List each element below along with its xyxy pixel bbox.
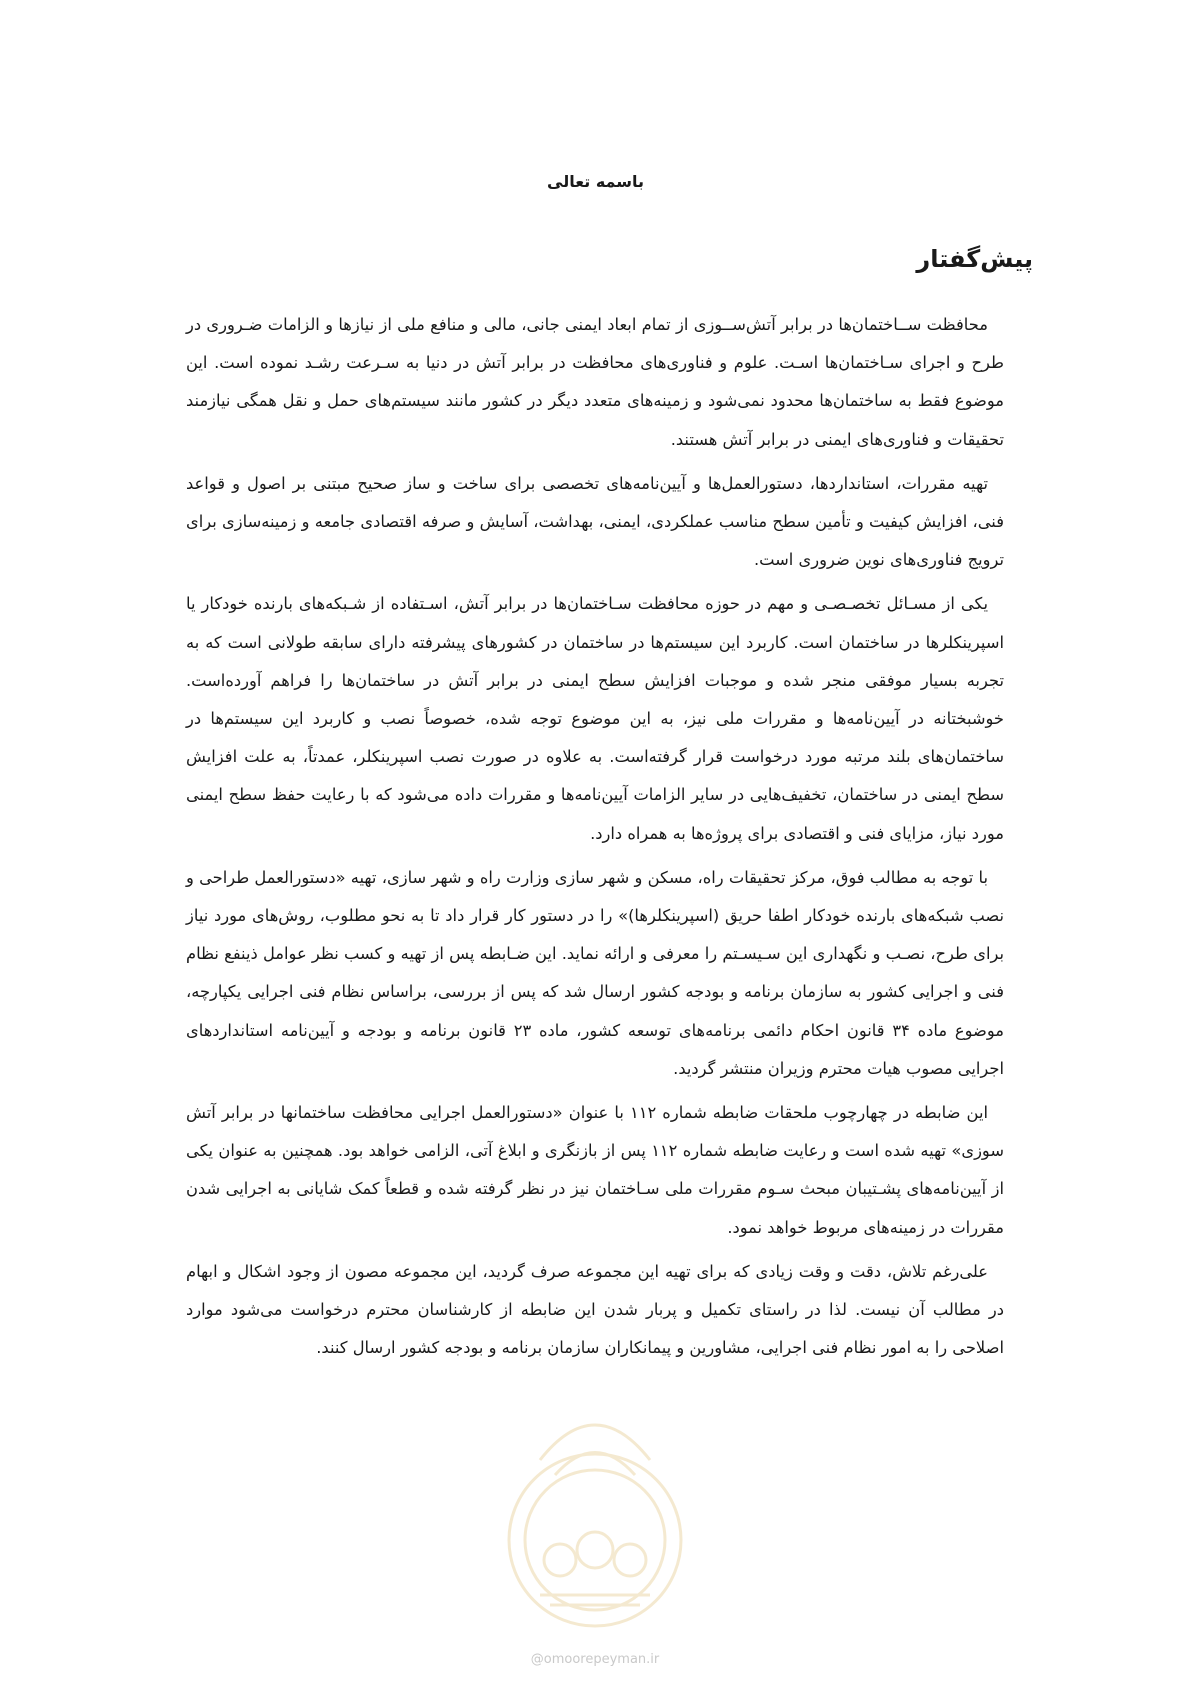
basmala-heading: باسمه تعالی	[547, 172, 644, 191]
watermark-seal-icon	[500, 1400, 690, 1640]
paragraph-4: با توجه به مطالب فوق، مرکز تحقیقات راه، مسکن و شهر سازی وزارت راه و شهر سازی، تهیه «دستورالعمل طراحی و نصب شبکه‌های بارنده خودکار اطفا حریق (اسپرینکلرها)» را در دستور کار قرار داد تا به نحو مطلوب، روش‌های مورد نیاز برای طرح، نصـب و نگهداری این سـیسـتم را معرفی و ارائه نماید. این ضـابطه پس از تهیه و کسب نظر عوامل ذینفع نظام فنی و اجرایی کشور به سازمان برنامه و بودجه کشور ارسال شد که پس از بررسی، براساس نظام فنی اجرایی یکپارچه، موضوع ماده ۳۴ قانون احکام دائمی برنامه‌های توسعه کشور، ماده ۲۳ قانون برنامه و بودجه و آیین‌نامه استانداردهای اجرایی مصوب هیات محترم وزیران منتشر گردید.	[186, 867, 1004, 1078]
page-title: پیش‌گفتار	[916, 245, 1033, 273]
paragraph-3: یکی از مسـائل تخصـصـی و مهم در حوزه محافظت سـاختمان‌ها در برابر آتش، اسـتفاده از شـبکه‌های بارنده خودکار یا اسپرینکلرها در ساختمان است. کاربرد این سیستم‌ها در ساختمان در کشورهای پیشرفته دارای سابقه طولانی است که به تجربه بسیار موفقی منجر شده و موجبات افزایش سطح ایمنی در برابر آتش در ساختمان‌ها را فراهم آورده‌است. خوشبختانه در آیین‌نامه‌ها و مقررات ملی نیز، به این موضوع توجه شده، خصوصاً نصب و کاربرد این سیستم‌ها در ساختمان‌های بلند مرتبه مورد درخواست قرار گرفته‌است. به علاوه در صورت نصب اسپرینکلر، عمدتاً، به علت افزایش سطح ایمنی در ساختمان، تخفیف‌هایی در سایر الزامات آیین‌نامه‌ها و مقررات داده می‌شود که با رعایت حفظ سطح ایمنی مورد نیاز، مزایای فنی و اقتصادی برای پروژه‌ها به همراه دارد.	[186, 594, 1004, 843]
paragraph-6: علی‌رغم تلاش، دقت و وقت زیادی که برای تهیه این مجموعه صرف گردید، این مجموعه مصون از وجود اشکال و ابهام در مطالب آن نیست. لذا در راستای تکمیل و پربار شدن این ضابطه از کارشناسان محترم درخواست می‌شود موارد اصلاحی را به امور نظام فنی اجرایی، مشاورین و پیمانکاران سازمان برنامه و بودجه کشور ارسال کنند.	[186, 1261, 1004, 1358]
watermark-url: @omoorepeyman.ir	[530, 1652, 660, 1667]
paragraph-2: تهیه مقررات، استانداردها، دستورالعمل‌ها و آیین‌نامه‌های تخصصی برای ساخت و ساز صحیح مبتنی بر اصول و قواعد فنی، افزایش کیفیت و تأمین سطح مناسب عملکردی، ایمنی، بهداشت، آسایش و صرفه اقتصادی جامعه و زمینه‌سازی برای ترویج فناوری‌های نوین ضروری است.	[186, 473, 1004, 570]
body-text	[186, 306, 1004, 1373]
paragraph-5: این ضابطه در چهارچوب ملحقات ضابطه شماره ۱۱۲ با عنوان «دستورالعمل اجرایی محافظت ساختمانها در برابر آتش سوزی» تهیه شده است و رعایت ضابطه شماره ۱۱۲ پس از بازنگری و ابلاغ آتی، الزامی خواهد بود. همچنین به عنوان یکی از آیین‌نامه‌های پشـتیبان مبحث سـوم مقررات ملی سـاختمان نیز در نظر گرفته شده و قطعاً کمک شایانی به اجرایی شدن مقررات در زمینه‌های مربوط خواهد نمود.	[186, 1103, 1004, 1237]
paragraph-1: محافظت ســاختمان‌ها در برابر آتش‌ســوزی از تمام ابعاد ایمنی جانی، مالی و منافع ملی از نیازها و الزامات ضـروری در طرح و اجرای سـاختمان‌ها اسـت. علوم و فناوری‌های محافظت در برابر آتش در دنیا به سـرعت رشـد نموده است. این موضوع فقط به ساختمان‌ها محدود نمی‌شود و زمینه‌های متعدد دیگر در کشور مانند سیستم‌های حمل و نقل همگی نیازمند تحقیقات و فناوری‌های ایمنی در برابر آتش هستند.	[186, 315, 1004, 449]
